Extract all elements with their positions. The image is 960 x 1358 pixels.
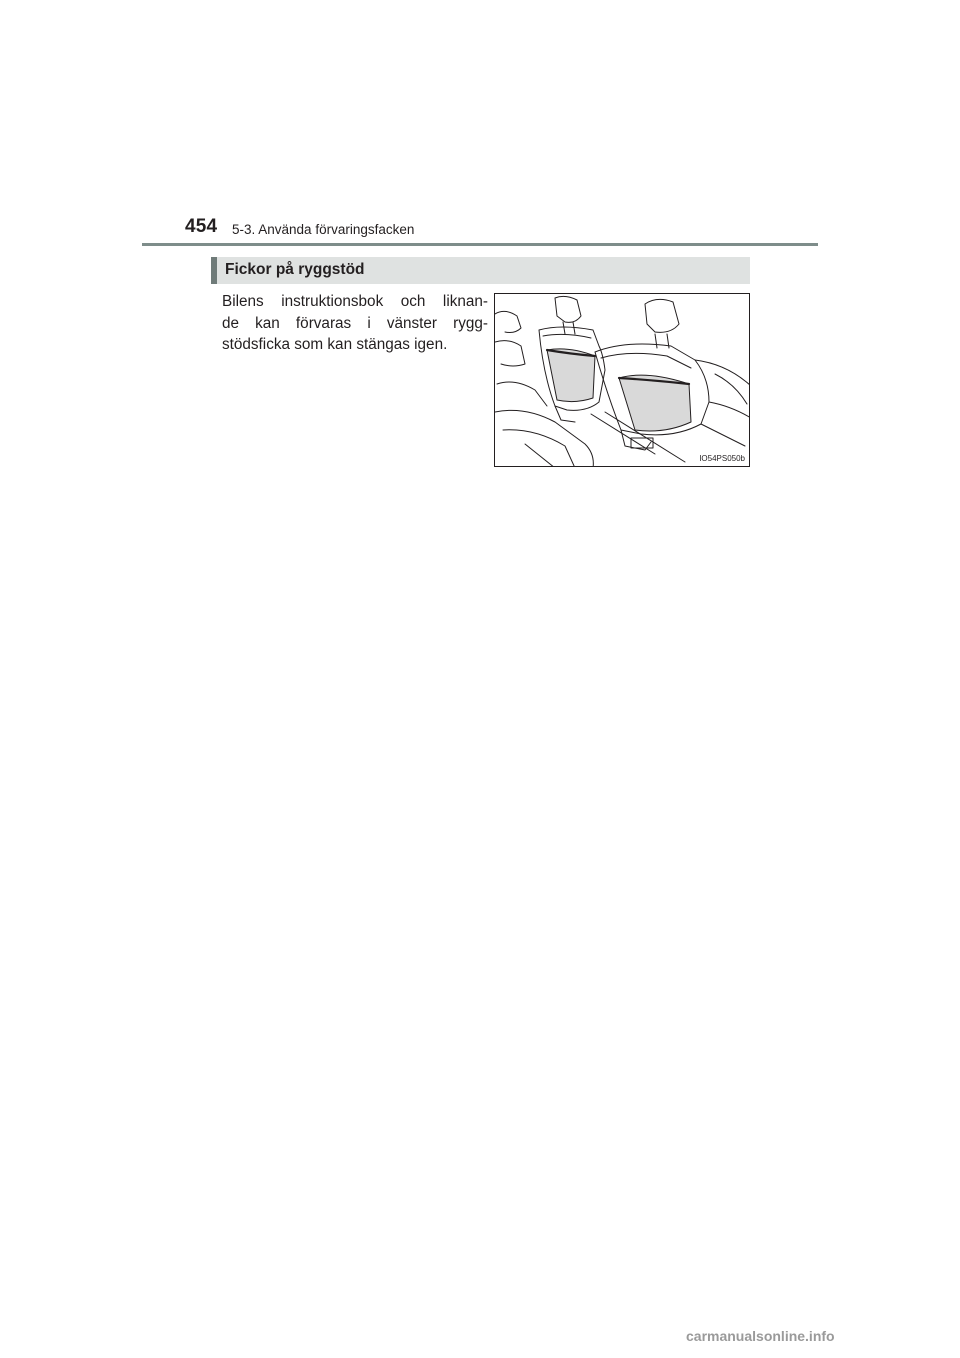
section-heading-bar (211, 257, 750, 284)
seat-drawing (495, 294, 750, 467)
body-line: Bilens instruktionsbok och liknan- (222, 293, 488, 310)
figure-code: IO54PS050b (699, 454, 745, 463)
section-title: Fickor på ryggstöd (225, 261, 365, 278)
body-line: de kan förvaras i vänster rygg- (222, 314, 488, 332)
watermark: carmanualsonline.info (686, 1328, 835, 1344)
chapter-title: 5-3. Använda förvaringsfacken (232, 222, 415, 237)
seatback-pocket-illustration (494, 293, 750, 467)
header-divider (142, 243, 818, 246)
page-number: 454 (185, 216, 218, 237)
section-accent (211, 257, 217, 284)
body-line: stödsficka som kan stängas igen. (222, 336, 448, 353)
body-paragraph (222, 291, 488, 356)
